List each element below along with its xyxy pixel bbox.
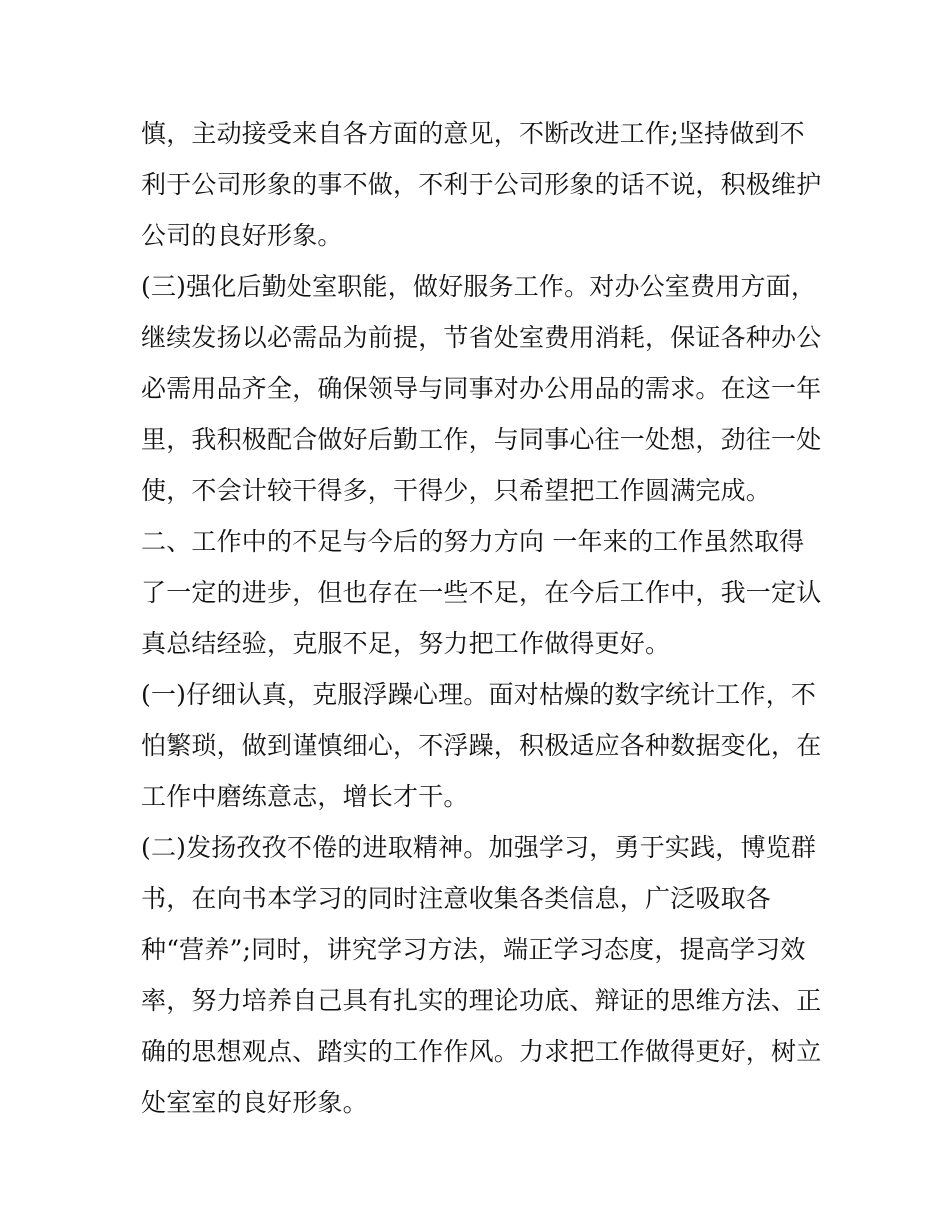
text-line: (三)强化后勤处室职能，做好服务工作。对办公室费用方面， (141, 272, 817, 301)
section-heading-line: 二、工作中的不足与今后的努力方向 一年来的工作虽然取得 (141, 527, 805, 556)
text-line: 率，努力培养自己具有扎实的理论功底、辩证的思维方法、正 (141, 986, 822, 1015)
text-line: 公司的良好形象。 (141, 221, 343, 250)
text-line: 工作中磨练意志，增长才干。 (141, 782, 469, 811)
text-line: 怕繁琐，做到谨慎细心，不浮躁，积极适应各种数据变化，在 (141, 731, 822, 760)
text-line: 书，在向书本学习的同时注意收集各类信息，广泛吸取各 (141, 884, 772, 913)
text-line: 继续发扬以必需品为前提，节省处室费用消耗，保证各种办公 (141, 323, 822, 352)
text-line: 利于公司形象的事不做，不利于公司形象的话不说，积极维护 (141, 170, 822, 199)
text-line: 里，我积极配合做好后勤工作，与同事心往一处想，劲往一处 (141, 425, 822, 454)
document-body (141, 108, 821, 1128)
text-line: 必需用品齐全，确保领导与同事对办公用品的需求。在这一年 (141, 374, 822, 403)
text-line: 真总结经验，克服不足，努力把工作做得更好。 (141, 629, 671, 658)
text-line: (一)仔细认真，克服浮躁心理。面对枯燥的数字统计工作，不 (141, 680, 817, 709)
text-line: 确的思想观点、踏实的工作作风。力求把工作做得更好，树立 (141, 1037, 822, 1066)
text-line: 处室室的良好形象。 (141, 1088, 368, 1117)
text-line: 了一定的进步，但也存在一些不足，在今后工作中，我一定认 (141, 578, 822, 607)
text-line: (二)发扬孜孜不倦的进取精神。加强学习，勇于实践，博览群 (141, 833, 817, 862)
text-line: 种“营养”;同时，讲究学习方法，端正学习态度，提高学习效 (141, 935, 806, 964)
text-line: 使，不会计较干得多，干得少，只希望把工作圆满完成。 (141, 476, 772, 505)
text-line: 慎，主动接受来自各方面的意见，不断改进工作;坚持做到不 (141, 119, 805, 148)
